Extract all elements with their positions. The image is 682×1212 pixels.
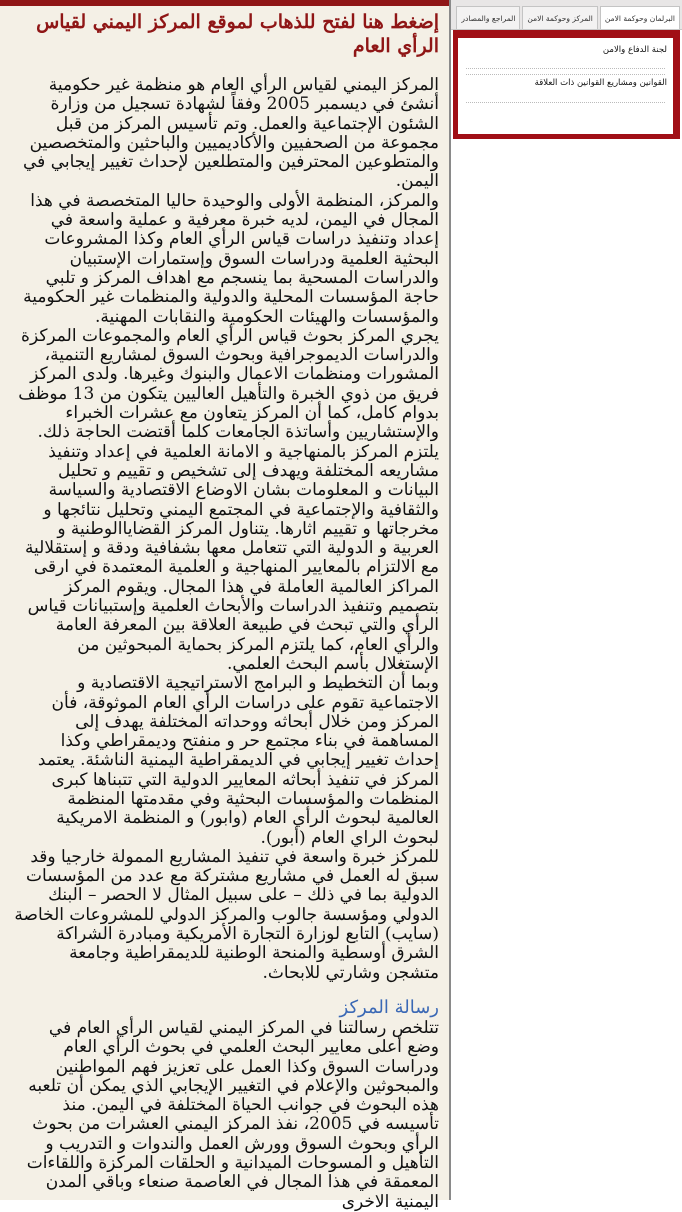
tab-parliament-security[interactable]: البرلمان وحوكمة الامن bbox=[600, 6, 680, 29]
center-website-link[interactable]: إضغط هنا لفتح للذهاب لموقع المركز اليمني لقياس الرأي العام bbox=[36, 11, 439, 57]
list-item-defense-committee[interactable]: لجنة الدفاع والامن bbox=[602, 45, 667, 55]
tab-content-box bbox=[453, 30, 680, 139]
article-top-bar bbox=[0, 0, 449, 6]
tab-references[interactable]: المراجع والمصادر bbox=[456, 6, 520, 29]
divider bbox=[466, 102, 665, 103]
divider bbox=[466, 68, 665, 69]
section-title: رسالة المركز bbox=[339, 996, 439, 1018]
side-panel bbox=[451, 0, 682, 1200]
side-tabs bbox=[451, 0, 682, 30]
article-paragraph: المركز اليمني لقياس الرأي العام هو منظمة غير حكومية أنشئ في ديسمبر 2005 وفقاً لشهادة تسجيل من وزارة الشئون الإجتماعية والعمل. وتم تأسيس المركز من قبل مجموعة من الصحفيين والأكاديميين والباحثين والمتخصصين والمتطوعين المحترفين والمتطلعين لإحداث تغيير إيجابي في اليمن. bbox=[23, 75, 439, 192]
tab-content bbox=[458, 38, 673, 134]
article-paragraph: والمركز، المنظمة الأولى والوحيدة حاليا المتخصصة في هذا المجال في اليمن، لديه خبرة معرفية و عملية واسعة في إعداد وتنفيذ دراسات قياس الرأي العام وكذا المشروعات البحثية العلمية ودراسات السوق وإستمارات الإستبيان والدراسات المسحية بما ينسجم مع اهداف المركز و تلبي حاجة المؤسسات المحلية والدولية والمنظمات غير الحكومية والمؤسسات والهيئات الحكومية والنقابات المهنية. bbox=[23, 190, 439, 327]
section-paragraph: تتلخص رسالتنا في المركز اليمني لقياس الرأي العام في وضع أعلى معايير البحث العلمي في بحوث الرأي العام ودراسات السوق وكذا العمل على تعزيز فهم المواطنين والمبحوثين والإعلام في التغيير الإيجابي الذي يمكن أن تلعبه هذه البحوث في جوانب الحياة المختلفة في اليمن. منذ تأسيسه في 2005، نفذ المركز اليمني العشرات من بحوث الرأي وبحوث السوق وورش العمل والندوات و التدريب و التأهيل و المسوحات الميدانية و الحلقات المركزة واللقاءات المعمقة في هذا المجال في العاصمة صنعاء وباقي المدن اليمنية الاخرى bbox=[26, 1017, 439, 1212]
divider bbox=[466, 74, 665, 75]
article-paragraph: وبما أن التخطيط و البرامج الاستراتيجية الاقتصادية و الاجتماعية تقوم على دراسات الرأي العام الموثوقة، فأن المركز ومن خلال أبحاثه ووحداته المختلفة يهدف إلى المساهمة في بناء مجتمع حر و منفتح وديمقراطي وكذا إحداث تغيير إيجابي في الديمقراطية اليمنية الناشئة. يعتمد المركز في تنفيذ أبحاثه المعايير الدولية التي تتبناها كبرى المنظمات والمؤسسات البحثية وفي مقدمتها المنظمة العالمية لبحوث الرأي العام (وابور) و المنظمة الامريكية لبحوث الراي العام (أبور). bbox=[37, 673, 439, 848]
tab-center-security[interactable]: المركز وحوكمة الامن bbox=[522, 6, 597, 29]
article-paragraph: يجري المركز بحوث قياس الرأي العام والمجموعات المركزة والدراسات الديموجرافية وبحوث السوق لمشاريع التنمية، المشورات ومنظمات الاعمال والبنوك وغيرها. ولدى المركز فريق من ذوي الخبرة والتأهيل العاليين يتكون من 13 موظف بدوام كامل، كما أن المركز يتعاون مع عشرات الخبراء والإستشاريين وأساتذة الجامعات كلما أقتضت الحاجة ذلك. bbox=[18, 325, 439, 443]
article-paragraph: للمركز خبرة واسعة في تنفيذ المشاريع الممولة خارجيا وقد سبق له العمل في مشاريع مشتركة مع عدد من المؤسسات الدولية بما في ذلك – على سبيل المثال لا الحصر – البنك الدولي ومؤسسة جالوب والمركز الدولي للمشروعات الخاصة (سايب) التابع لوزارة التجارة الأمريكية ومبادرة الشراكة الشرق أوسطية والمنحة الوطنية للديمقراطية وجامعة متشجن وشارتي للابحاث. bbox=[14, 846, 439, 983]
list-item-laws[interactable]: القوانين ومشاريع القوانين ذات العلاقة bbox=[534, 78, 667, 88]
article-paragraph: يلتزم المركز بالمنهاجية و الامانة العلمية في إعداد وتنفيذ مشاريعه المختلفة ويهدف إلى تشخيص و تقييم و تحليل البيانات و المعلومات بشان الاوضاع الاقتصادية والسياسة والثقافية والإجتماعية في المجتمع اليمني وتحليل نتائجها و مخرجاتها و تقييم اثارها. يتناول المركز القضاياالوطنية و العربية و الدولية التي تتعامل معها بشفافية ودقة و إستقلالية مع الالتزام بالمعايير المنهاجية و العلمية المعتمدة في ارقى المراكز العالمية العاملة في هذا المجال. ويقوم المركز بتصميم وتنفيذ الدراسات والأبحاث العلمية وإستبيانات قياس الرأي والتي تبحث في طبيعة العلاقة بين المعرفة العامة والرأي العام، كما يلتزم المركز بحماية المبحوثين من الإستغلال بأسم البحث العلمي. bbox=[24, 441, 439, 674]
article-body bbox=[0, 10, 449, 1212]
